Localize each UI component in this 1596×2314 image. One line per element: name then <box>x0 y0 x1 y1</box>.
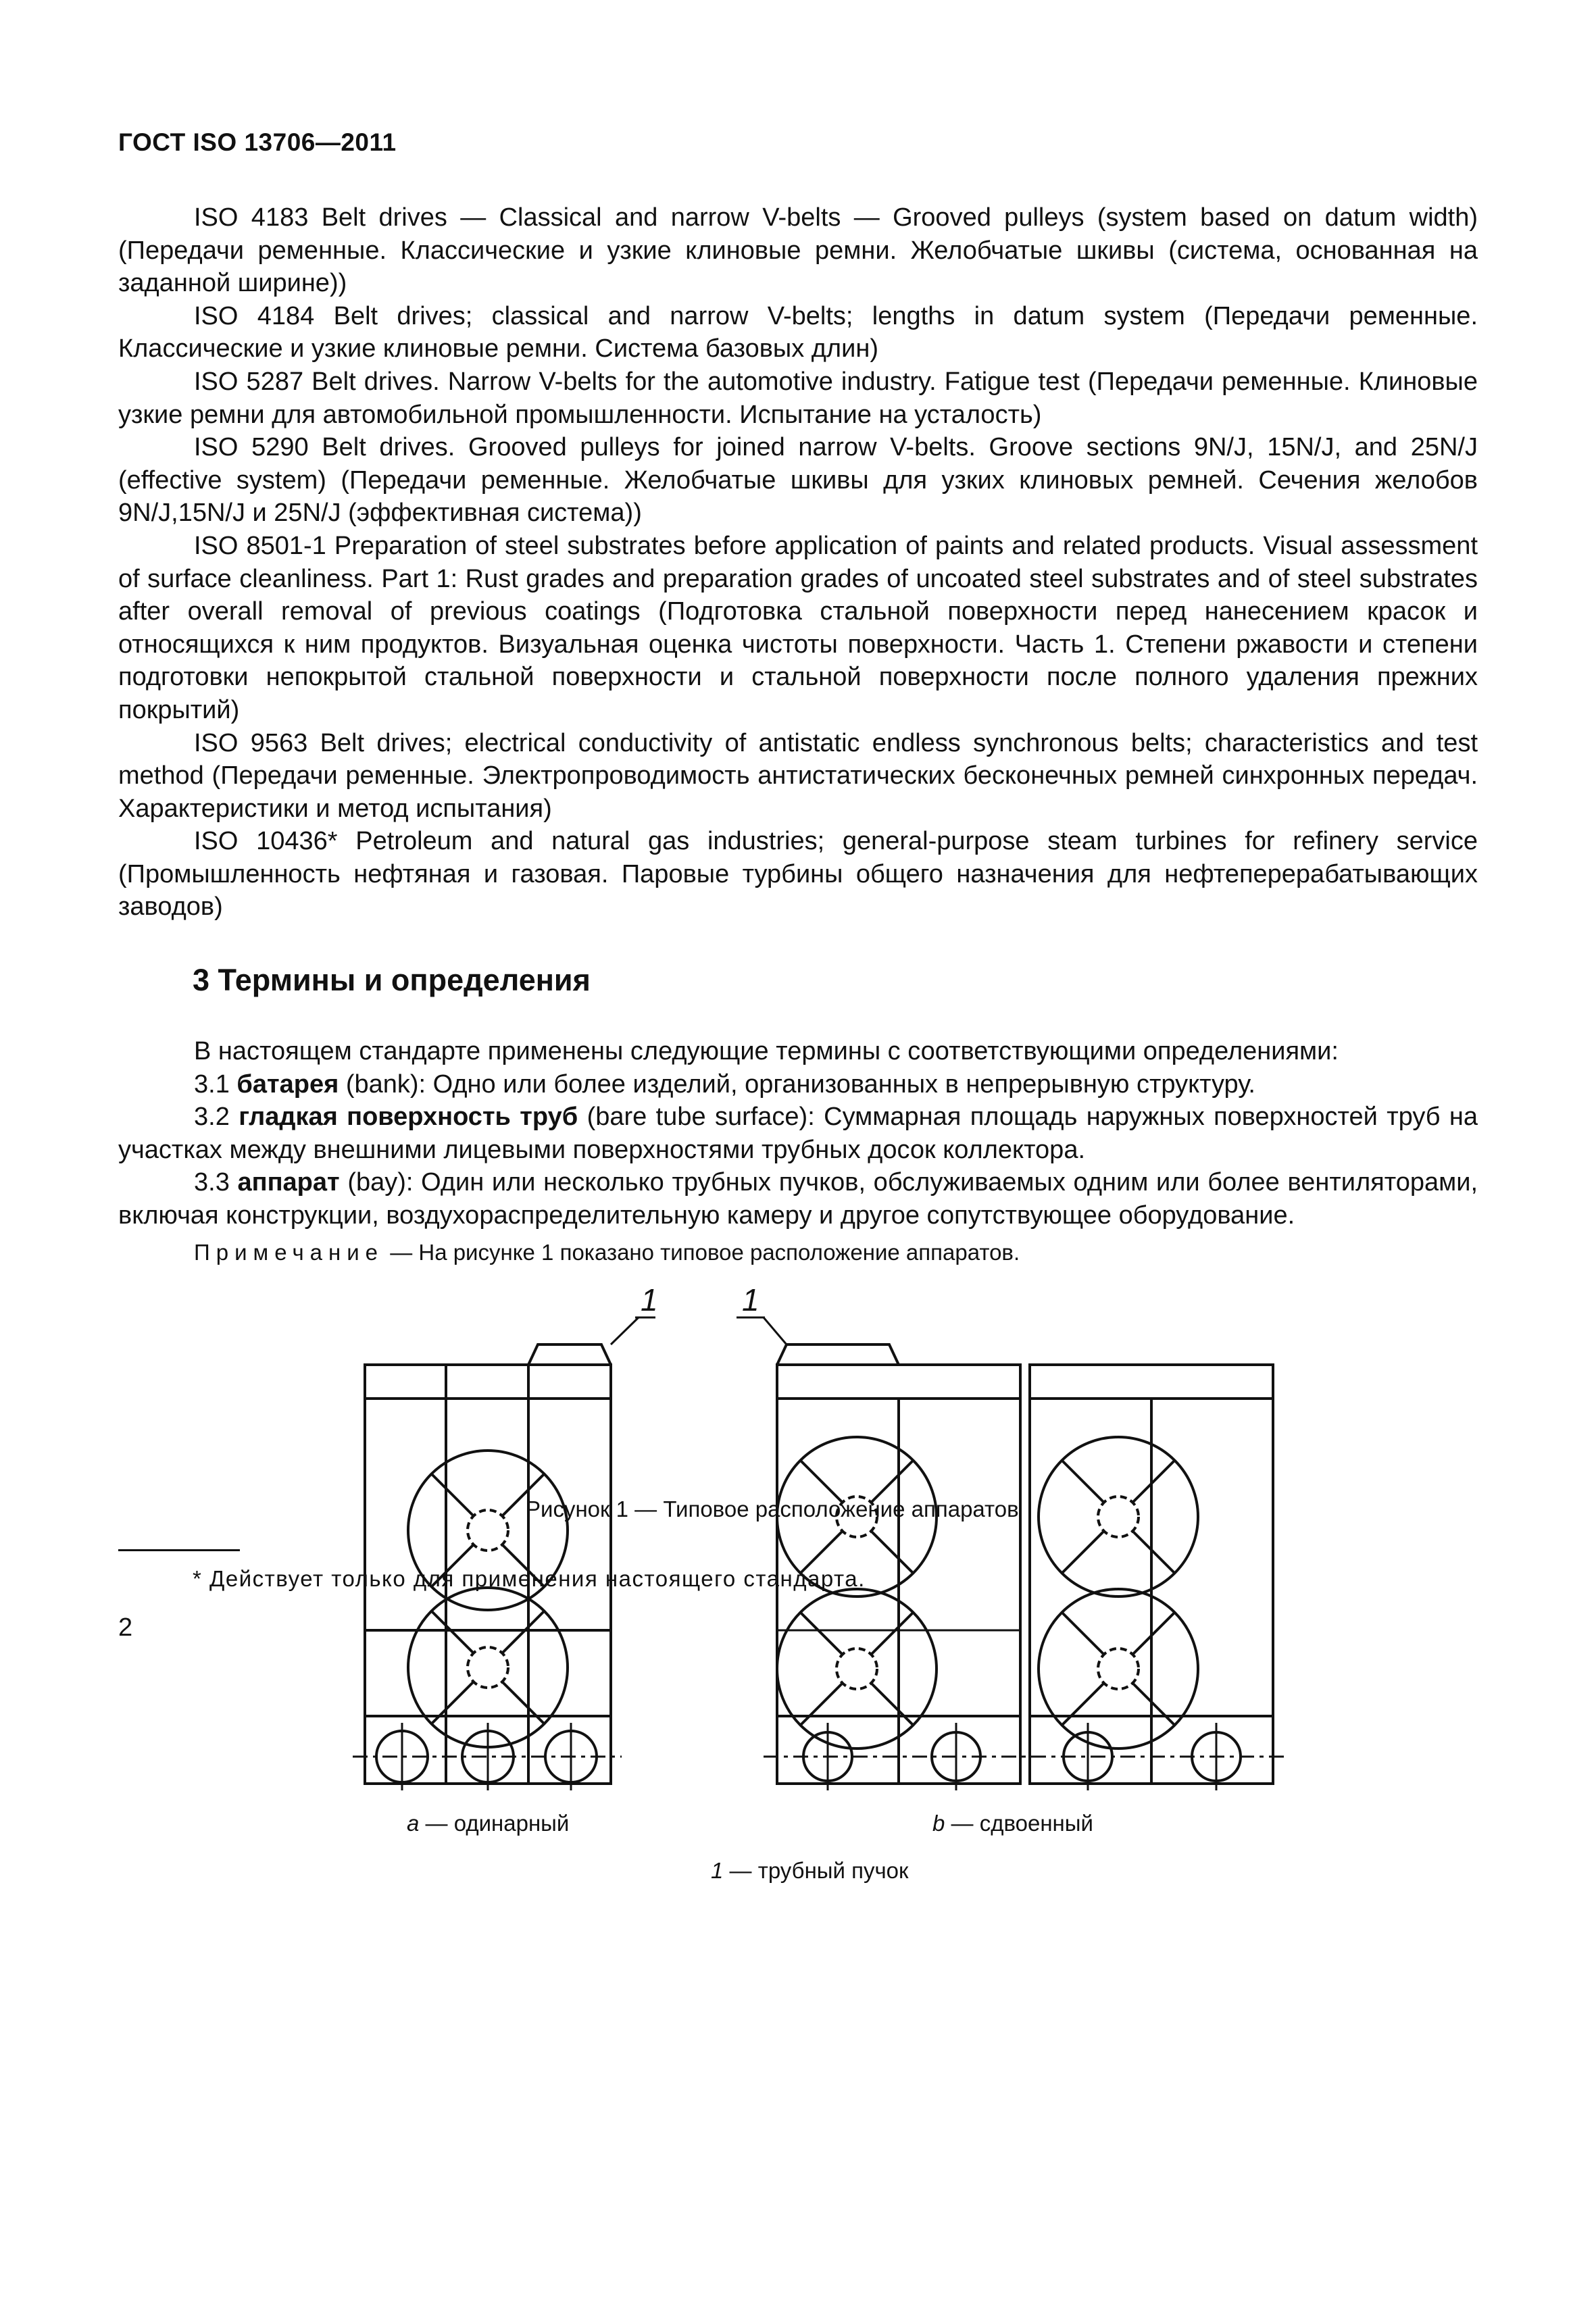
page-number: 2 <box>118 1613 133 1642</box>
reference-item: ISO 9563 Belt drives; electrical conductivity of antistatic endless synchronous belts; characteristics and test method (Передачи ременные. Электропроводимость антистатических бесконечных ремней синхронных передач. Характеристики и метод испытания) <box>118 728 1478 823</box>
note-text: — На рисунке 1 показано типовое расположение аппаратов. <box>390 1239 1020 1265</box>
note <box>118 1236 1478 1269</box>
definition-term: гладкая поверхность труб <box>239 1103 578 1132</box>
fan-icon <box>1039 1437 1198 1596</box>
definition-item <box>118 1101 1478 1166</box>
footnote-divider <box>118 1549 240 1551</box>
definition-text: (bay): Один или несколько трубных пучков, обслуживаемых одним или более вентиляторами, включая конструкции, воздухораспределительную камеру и другое сопутствующее оборудование. <box>118 1168 1478 1230</box>
definition-text: (bank): Одно или более изделий, организованных в непрерывную структуру. <box>345 1070 1255 1099</box>
caption-a-text: — одинарный <box>425 1811 570 1836</box>
reference-item: ISO 10436* Petroleum and natural gas industries; general-purpose steam turbines for refinery service (Промышленность нефтяная и газовая. Паровые турбины общего назначения для нефтеперерабатывающих заводов) <box>118 827 1478 922</box>
callout-label: 1 <box>742 1282 759 1317</box>
definition-item <box>118 1166 1478 1232</box>
definition-number: 3.2 <box>194 1103 230 1132</box>
note-label: Примечание <box>194 1239 384 1265</box>
fan-icon <box>777 1589 937 1749</box>
double-bay-drawing <box>737 1317 1284 1790</box>
definition-term: батарея <box>236 1070 339 1099</box>
caption-b-letter: b <box>932 1811 945 1836</box>
definition-text: (bare tube surface): Суммарная площадь наружных поверхностей труб на участках между внешними лицевыми поверхностями трубных досок коллектора. <box>118 1103 1478 1164</box>
reference-item: ISO 4184 Belt drives; classical and narrow V-belts; lengths in datum system (Передачи ременные. Классические и узкие клиновые ремни. Система базовых длин) <box>118 301 1478 363</box>
reference-item: ISO 4183 Belt drives — Classical and narrow V-belts — Grooved pulleys (system based on datum width) (Передачи ременные. Классические и узкие клиновые ремни. Желобчатые шкивы (система, основанная на заданной ширине)) <box>118 203 1478 298</box>
single-bay-drawing <box>353 1317 655 1790</box>
definition-number: 3.3 <box>194 1168 230 1197</box>
definitions <box>118 1035 1478 1269</box>
reference-item: ISO 5287 Belt drives. Narrow V-belts for the automotive industry. Fatigue test (Передачи ременные. Клиновые узкие ремни для автомобильной промышленности. Испытание на усталость) <box>118 367 1478 429</box>
definitions-intro: В настоящем стандарте применены следующие термины с соответствующими определениями: <box>194 1037 1339 1065</box>
section-title: 3 Термины и определения <box>193 963 591 997</box>
callout-label: 1 <box>641 1282 658 1317</box>
legend-text: — трубный пучок <box>729 1858 909 1883</box>
definition-term: аппарат <box>237 1168 340 1197</box>
definition-number: 3.1 <box>194 1070 230 1099</box>
reference-item: ISO 5290 Belt drives. Grooved pulleys for joined narrow V-belts. Groove sections 9N/J, 15N/J, and 25N/J (effective system) (Передачи ременные. Желобчатые шкивы для узких клиновых ремней. Сечения желобов 9N/J,15N/J и 25N/J (эффективная система)) <box>118 433 1478 528</box>
legend-number: 1 <box>711 1858 724 1883</box>
fan-icon <box>1039 1589 1198 1749</box>
figure-title: Рисунок 1 — Типовое расположение аппаратов <box>526 1496 1019 1521</box>
caption-b-text: — сдвоенный <box>951 1811 1093 1836</box>
caption-a-letter: a <box>407 1811 420 1836</box>
normative-references <box>118 201 1478 924</box>
reference-item: ISO 8501-1 Preparation of steel substrates before application of paints and related products. Visual assessment of surface cleanliness. Part 1: Rust grades and preparation grades of uncoated steel substrates and of steel substrates after overall removal of previous coatings (Подготовка стальной поверхности перед нанесением красок и относящихся к ним продуктов. Визуальная оценка чистоты поверхности. Часть 1. Степени ржавости и степени подготовки непокрытой стальной поверхности и стальной поверхности после полного удаления прежних покрытий) <box>118 531 1478 724</box>
caption-a <box>407 1811 569 1836</box>
caption-b <box>932 1811 1093 1836</box>
page-header: ГОСТ ISO 13706—2011 <box>118 128 397 156</box>
footnote: * Действует только для применения настоящего стандарта. <box>193 1566 866 1591</box>
definition-item <box>118 1068 1478 1101</box>
figure-legend <box>711 1858 908 1884</box>
